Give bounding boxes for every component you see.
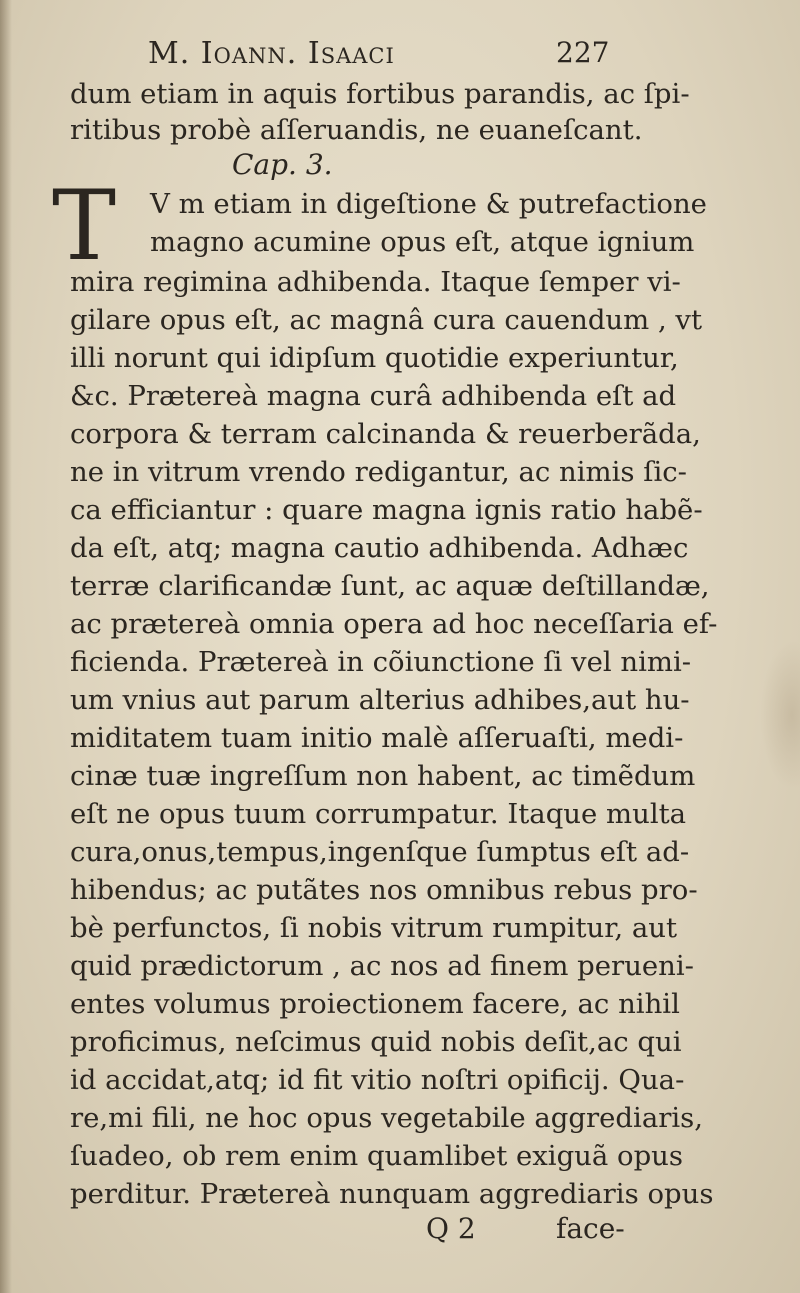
- page-number: 227: [556, 36, 610, 69]
- text-line: corpora & terram calcinanda & reuerberãda,: [70, 418, 701, 450]
- text-line: um vnius aut parum alterius adhibes,aut hu-: [70, 684, 690, 716]
- text-line: terræ clarificandæ ſunt, ac aquæ deſtillandæ,: [70, 570, 710, 602]
- text-line: cura,onus,tempus,ingenſque ſumptus eſt ad-: [70, 836, 690, 868]
- text-line: id accidat,atq; id fit vitio noſtri opificij. Qua-: [70, 1064, 685, 1096]
- running-title: M. Ioann. Isaaci: [148, 36, 395, 71]
- text-line: cinæ tuæ ingreſſum non habent, ac timẽdum: [70, 760, 696, 792]
- text-line: da eſt, atq; magna cautio adhibenda. Adhæc: [70, 532, 689, 564]
- text-line: gilare opus eſt, ac magnâ cura cauendum , vt: [70, 304, 703, 336]
- text-line: proficimus, neſcimus quid nobis deſit,ac qui: [70, 1026, 682, 1058]
- chapter-heading: Cap. 3.: [232, 148, 333, 181]
- catchword: face-: [556, 1212, 625, 1245]
- text-line: quid prædictorum , ac nos ad finem perueni-: [70, 950, 694, 982]
- signature-mark: Q 2: [426, 1212, 476, 1245]
- text-line: ſuadeo, ob rem enim quamlibet exiguã opus: [70, 1140, 684, 1172]
- text-line: re,mi fili, ne hoc opus vegetabile aggrediaris,: [70, 1102, 704, 1134]
- text-line: V m etiam in digeſtione & putrefactione: [150, 188, 707, 220]
- text-line: illi norunt qui idipſum quotidie experiuntur,: [70, 342, 679, 374]
- text-line: magno acumine opus eſt, atque ignium: [150, 226, 695, 258]
- text-line: &c. Prætereà magna curâ adhibenda eſt ad: [70, 380, 677, 412]
- text-line: ne in vitrum vrendo redigantur, ac nimis ſic-: [70, 456, 687, 488]
- text-line: ca efficiantur : quare magna ignis ratio habẽ-: [70, 494, 703, 526]
- text-line: ficienda. Prætereà in cõiunctione ſi vel nimi-: [70, 646, 692, 678]
- text-line: bè perfunctos, ſi nobis vitrum rumpitur, aut: [70, 912, 678, 944]
- text-line: dum etiam in aquis fortibus parandis, ac ſpi-: [70, 78, 690, 110]
- text-line: hibendus; ac putãtes nos omnibus rebus pro-: [70, 874, 698, 906]
- text-line: eſt ne opus tuum corrumpatur. Itaque multa: [70, 798, 687, 830]
- text-line: ritibus probè aſſeruandis, ne euaneſcant.: [70, 114, 643, 146]
- text-line: ac prætereà omnia opera ad hoc neceſſaria ef-: [70, 608, 718, 640]
- drop-initial: T: [52, 170, 117, 282]
- paper-stain: [760, 640, 800, 790]
- text-line: perditur. Prætereà nunquam aggrediaris opus: [70, 1178, 714, 1210]
- running-head: [0, 36, 800, 76]
- text-line: miditatem tuam initio malè aſſeruaſti, medi-: [70, 722, 684, 754]
- text-line: entes volumus proiectionem facere, ac nihil: [70, 988, 680, 1020]
- text-line: mira regimina adhibenda. Itaque ſemper vi-: [70, 266, 681, 298]
- gutter-shadow: [0, 0, 12, 1293]
